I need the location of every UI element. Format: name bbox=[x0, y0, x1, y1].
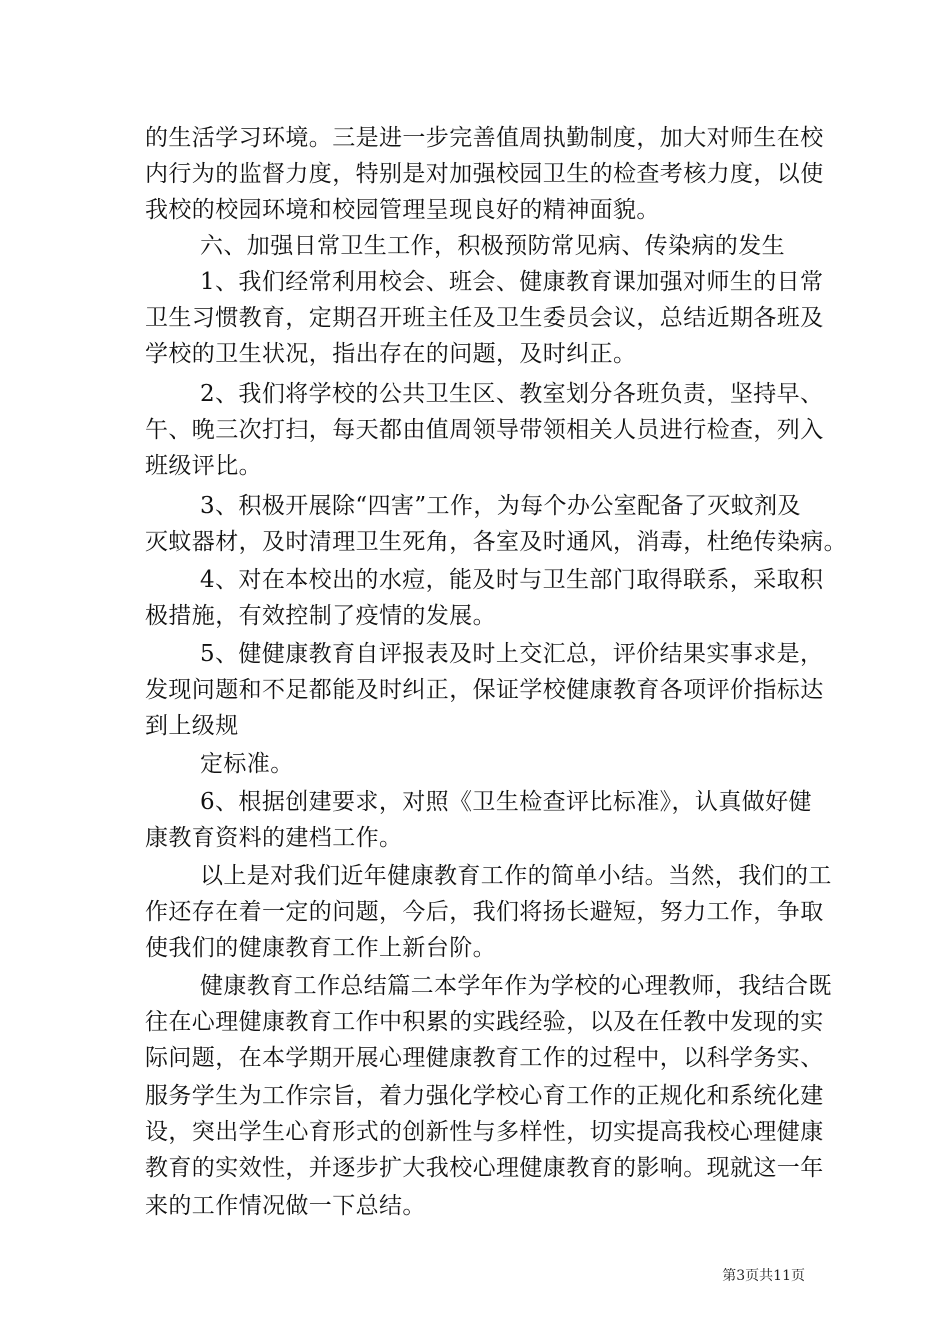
text-line: 极措施，有效控制了疫情的发展。 bbox=[145, 603, 496, 629]
text-line: 往在心理健康教育工作中积累的实践经验，以及在任教中发现的实 bbox=[145, 1009, 824, 1035]
text-line: 设，突出学生心育形式的创新性与多样性，切实提高我校心理健康 bbox=[145, 1119, 824, 1145]
text-line: 2、我们将学校的公共卫生区、教室划分各班负责，坚持早、 bbox=[200, 381, 824, 407]
text-line: 3、积极开展除“四害”工作，为每个办公室配备了灭蚊剂及 bbox=[200, 493, 801, 519]
text-line: 定标准。 bbox=[200, 751, 294, 777]
text-line: 灭蚊器材，及时清理卫生死角，各室及时通风，消毒，杜绝传染病。 bbox=[145, 529, 847, 555]
text-line: 我校的校园环境和校园管理呈现良好的精神面貌。 bbox=[145, 197, 660, 223]
text-line: 卫生习惯教育，定期召开班主任及卫生委员会议，总结近期各班及 bbox=[145, 305, 824, 331]
text-line: 班级评比。 bbox=[145, 453, 262, 479]
text-line: 教育的实效性，并逐步扩大我校心理健康教育的影响。现就这一年 bbox=[145, 1155, 824, 1181]
text-line: 康教育资料的建档工作。 bbox=[145, 825, 403, 851]
text-line: 5、健健康教育自评报表及时上交汇总，评价结果实事求是， bbox=[200, 641, 824, 667]
text-line: 的生活学习环境。三是进一步完善值周执勤制度，加大对师生在校 bbox=[145, 125, 824, 151]
text-line: 使我们的健康教育工作上新台阶。 bbox=[145, 935, 496, 961]
text-line: 服务学生为工作宗旨，着力强化学校心育工作的正规化和系统化建 bbox=[145, 1083, 824, 1109]
text-line: 4、对在本校出的水痘，能及时与卫生部门取得联系，采取积 bbox=[200, 567, 824, 593]
text-line: 健康教育工作总结篇二本学年作为学校的心理教师，我结合既 bbox=[200, 973, 832, 999]
text-line: 际问题，在本学期开展心理健康教育工作的过程中，以科学务实、 bbox=[145, 1045, 824, 1071]
page-number-footer: 第3页共11页 bbox=[722, 1268, 805, 1284]
text-line: 发现问题和不足都能及时纠正，保证学校健康教育各项评价指标达 bbox=[145, 677, 824, 703]
text-line: 午、晚三次打扫，每天都由值周领导带领相关人员进行检查，列入 bbox=[145, 417, 824, 443]
text-line: 作还存在着一定的问题，今后，我们将扬长避短，努力工作，争取 bbox=[145, 899, 824, 925]
text-line: 1、我们经常利用校会、班会、健康教育课加强对师生的日常 bbox=[200, 269, 824, 295]
text-line: 以上是对我们近年健康教育工作的简单小结。当然，我们的工 bbox=[200, 863, 832, 889]
section-heading: 六、加强日常卫生工作，积极预防常见病、传染病的发生 bbox=[200, 233, 785, 259]
text-line: 到上级规 bbox=[145, 713, 239, 739]
text-line: 内行为的监督力度，特别是对加强校园卫生的检查考核力度，以使 bbox=[145, 161, 824, 187]
text-line: 6、根据创建要求，对照《卫生检查评比标准》，认真做好健 bbox=[200, 789, 812, 815]
text-line: 学校的卫生状况，指出存在的问题，及时纠正。 bbox=[145, 341, 637, 367]
text-line: 来的工作情况做一下总结。 bbox=[145, 1193, 426, 1219]
